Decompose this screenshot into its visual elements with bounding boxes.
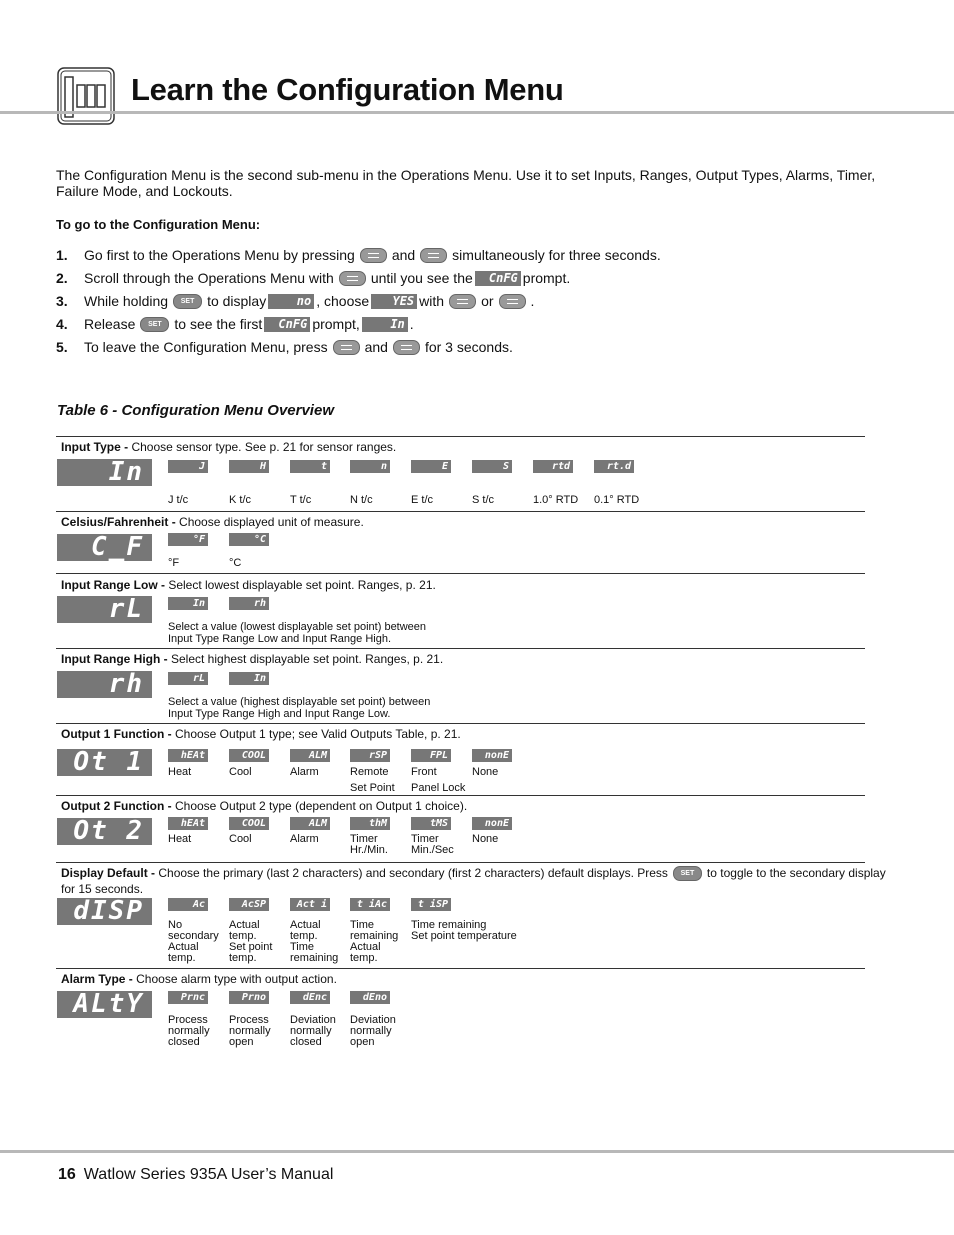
set-button-icon: SET [140,317,169,332]
option-display: nonE [472,817,512,830]
section-title: Input Type - [61,440,129,454]
page-footer [58,1166,333,1184]
section-heading [61,799,467,813]
up-button-icon [360,248,387,263]
lcd-prompt: YES [371,294,417,309]
option-label: Process normally closed [168,1014,210,1048]
option-display: rh [229,597,269,610]
option-label: Remote Set Point [350,766,395,794]
set-button-icon: SET [173,294,202,309]
option-label: °C [229,557,242,569]
option-display: Prno [229,991,269,1004]
up-button-icon [333,340,360,355]
step-5: 5. To leave the Configuration Menu, press and for 3 seconds. [56,339,513,355]
lcd-prompt: In [362,317,408,332]
option-display: dEnc [290,991,330,1004]
option-display: nonE [472,749,512,762]
option-display: rtd [533,460,573,473]
table-caption: Table 6 - Configuration Menu Overview [57,402,334,419]
step-2: 2. Scroll through the Operations Menu with until you see the CnFG prompt. [56,270,571,286]
option-label: None [472,766,499,778]
option-display: AcSP [229,898,269,911]
section-description: Choose Output 1 type; see Valid Outputs Table, p. 21. [171,727,461,741]
option-display: H [229,460,269,473]
option-label: None [472,833,499,845]
page-title: Learn the Configuration Menu [131,72,564,107]
table-rule [56,723,865,724]
option-label: Cool [229,833,252,845]
option-display: ALM [290,817,330,830]
option-display: Ac [168,898,208,911]
section-description: Choose the primary (last 2 characters) and secondary (first 2 characters) default displays. Press [155,866,668,880]
section-title: Celsius/Fahrenheit - [61,515,176,529]
intro-paragraph: The Configuration Menu is the second sub-menu in the Operations Menu. Use it to set Inputs, Ranges, Output Types, Alarms, Timer, Failure Mode, and Lockouts. [56,167,876,199]
lcd-prompt: CnFG [475,271,521,286]
parameter-display: rh [57,671,152,698]
parameter-display: Ot 2 [57,818,152,845]
section-description: Choose Output 2 type (dependent on Output 1 choice). [171,799,468,813]
table-rule [56,436,865,437]
option-label: Timer Hr./Min. [350,833,388,856]
option-label: S t/c [472,494,495,506]
option-display: thM [350,817,390,830]
option-display: °F [168,533,208,546]
option-display: In [168,597,208,610]
section-heading [61,515,364,529]
section-title: Output 1 Function - [61,727,172,741]
section-heading [61,578,436,592]
section-description: Select lowest displayable set point. Ranges, p. 21. [165,578,436,592]
section-description: Select highest displayable set point. Ranges, p. 21. [167,652,444,666]
option-label: K t/c [229,494,252,506]
section-title: Display Default - [61,866,156,880]
option-display: In [229,672,269,685]
option-display: hEAt [168,749,208,762]
option-display: E [411,460,451,473]
option-label: Actual temp. Set point temp. [229,919,273,964]
option-label: Alarm [290,766,319,778]
option-label: Time remaining Set point temperature [411,919,517,942]
parameter-display: ALtY [57,991,152,1018]
option-label: Process normally open [229,1014,271,1048]
section-heading [61,440,396,454]
option-label: Alarm [290,833,319,845]
option-display: S [472,460,512,473]
down-button-icon [420,248,447,263]
header-rule [0,111,954,114]
manual-logo-icon [57,67,115,125]
option-display: FPL [411,749,451,762]
section-heading [61,866,886,881]
option-label: Deviation normally open [350,1014,396,1048]
section-title: Alarm Type - [61,972,133,986]
option-label: T t/c [290,494,312,506]
section-heading [61,652,443,666]
page-number: 16 [58,1166,76,1183]
lcd-prompt: CnFG [264,317,310,332]
option-display: rL [168,672,208,685]
section-heading [61,972,337,986]
option-label: N t/c [350,494,373,506]
option-display: t [290,460,330,473]
option-label: Time remaining Actual temp. [350,919,399,964]
option-display: t iAc [350,898,390,911]
down-button-icon [499,294,526,309]
up-button-icon [449,294,476,309]
option-display: J [168,460,208,473]
step-3: 3. While holding SET to display no , choose YES with or . [56,293,535,309]
parameter-display: rL [57,596,152,623]
table-rule [56,795,865,796]
parameter-display: In [57,459,152,486]
section-description-continued: for 15 seconds. [61,882,144,896]
parameter-display: dISP [57,898,152,925]
table-rule [56,648,865,649]
step-4: 4. Release SET to see the first CnFG prompt, In . [56,316,414,332]
parameter-display: Ot 1 [57,749,152,776]
option-label: 0.1° RTD [594,494,640,506]
option-display: Prnc [168,991,208,1004]
option-label: Timer Min./Sec [411,833,454,856]
option-label: 1.0° RTD [533,494,579,506]
option-label: Front Panel Lock [411,766,466,794]
option-label: Deviation normally closed [290,1014,336,1048]
step-1: 1. Go first to the Operations Menu by pressing and simultaneously for three seconds. [56,247,661,263]
footer-rule [0,1150,954,1153]
option-display: ALM [290,749,330,762]
table-rule [56,511,865,512]
set-button-icon: SET [673,866,702,881]
option-display: n [350,460,390,473]
range-note: Select a value (lowest displayable set point) between Input Type Range Low and Input Range High. [168,621,427,645]
option-label: No secondary Actual temp. [168,919,219,964]
table-rule [56,862,865,863]
option-display: tMS [411,817,451,830]
table-rule [56,968,865,969]
option-display: t iSP [411,898,451,911]
option-display: Act i [290,898,330,911]
section-description: Choose alarm type with output action. [132,972,337,986]
option-label: E t/c [411,494,434,506]
goto-heading: To go to the Configuration Menu: [56,217,261,232]
option-display: hEAt [168,817,208,830]
option-label: Cool [229,766,252,778]
section-title: Input Range Low - [61,578,165,592]
option-label: Heat [168,766,192,778]
option-display: °C [229,533,269,546]
option-label: Actual temp. Time remaining [290,919,339,964]
lcd-prompt: no [268,294,314,309]
option-display: dEno [350,991,390,1004]
section-description: to toggle to the secondary display [706,866,886,880]
section-description: Choose sensor type. See p. 21 for sensor ranges. [128,440,397,454]
option-label: Heat [168,833,192,845]
option-label: °F [168,557,180,569]
section-description: Choose displayed unit of measure. [175,515,364,529]
parameter-display: C_F [57,534,152,561]
table-rule [56,573,865,574]
option-display: rt.d [594,460,634,473]
down-button-icon [339,271,366,286]
section-heading [61,727,461,741]
option-label: J t/c [168,494,189,506]
section-title: Input Range High - [61,652,168,666]
section-title: Output 2 Function - [61,799,172,813]
manual-title: Watlow Series 935A User’s Manual [83,1166,334,1183]
down-button-icon [393,340,420,355]
option-display: rSP [350,749,390,762]
option-display: COOL [229,749,269,762]
option-display: COOL [229,817,269,830]
range-note: Select a value (highest displayable set point) between Input Type Range High and Input Range Low. [168,696,431,720]
